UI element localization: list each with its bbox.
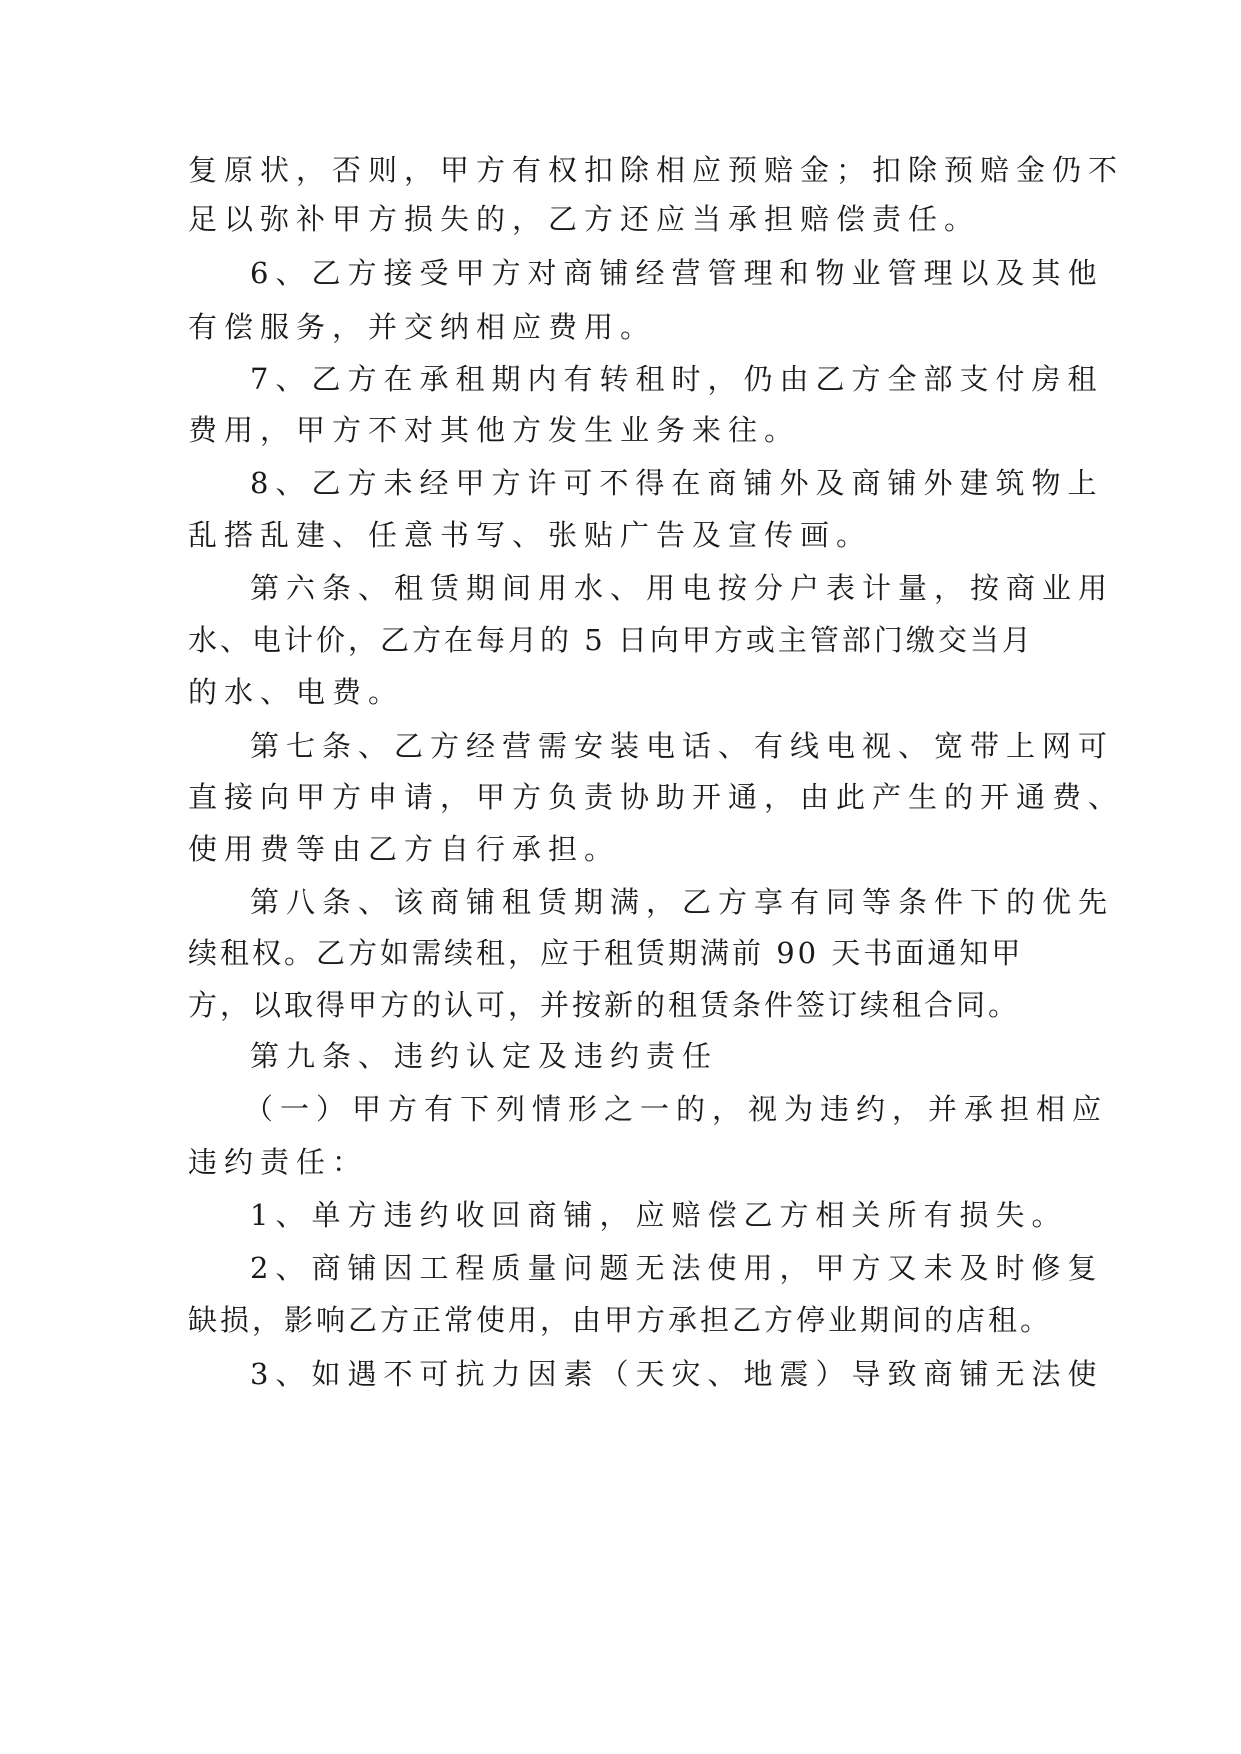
text-line: 续租权。乙方如需续租，应于租赁期满前 90 天书面通知甲 <box>188 936 1024 970</box>
text-line: （一）甲方有下列情形之一的，视为违约，并承担相应 <box>244 1092 1109 1126</box>
text-line: 1、单方违约收回商铺，应赔偿乙方相关所有损失。 <box>250 1198 1068 1232</box>
text-line: 6、乙方接受甲方对商铺经营管理和物业管理以及其他 <box>250 256 1104 290</box>
text-line: 2、商铺因工程质量问题无法使用，甲方又未及时修复 <box>250 1251 1104 1285</box>
text-line: 使用费等由乙方自行承担。 <box>188 832 621 866</box>
text-line: 第六条、租赁期间用水、用电按分户表计量，按商业用 <box>250 571 1115 605</box>
text-line: 有偿服务，并交纳相应费用。 <box>188 310 657 344</box>
text-line: 水、电计价，乙方在每月的 5 日向甲方或主管部门缴交当月 <box>188 623 1034 657</box>
text-line: 缺损，影响乙方正常使用，由甲方承担乙方停业期间的店租。 <box>188 1303 1053 1337</box>
text-line: 8、乙方未经甲方许可不得在商铺外及商铺外建筑物上 <box>250 466 1104 500</box>
text-line: 第八条、该商铺租赁期满，乙方享有同等条件下的优先 <box>250 885 1115 919</box>
text-line: 足以弥补甲方损失的，乙方还应当承担赔偿责任。 <box>188 202 981 236</box>
text-line: 直接向甲方申请，甲方负责协助开通，由此产生的开通费、 <box>188 780 1125 814</box>
section-heading: 第九条、违约认定及违约责任 <box>250 1039 719 1073</box>
text-line: 的水、电费。 <box>188 675 405 709</box>
text-line: 第七条、乙方经营需安装电话、有线电视、宽带上网可 <box>250 729 1115 763</box>
text-line: 乱搭乱建、任意书写、张贴广告及宣传画。 <box>188 518 873 552</box>
text-line: 7、乙方在承租期内有转租时，仍由乙方全部支付房租 <box>250 362 1104 396</box>
text-line: 3、如遇不可抗力因素（天灾、地震）导致商铺无法使 <box>250 1357 1104 1391</box>
text-line: 方，以取得甲方的认可，并按新的租赁条件签订续租合同。 <box>188 988 1021 1022</box>
text-line: 费用，甲方不对其他方发生业务来往。 <box>188 413 801 447</box>
text-line: 违约责任： <box>188 1145 369 1179</box>
text-line: 复原状，否则，甲方有权扣除相应预赔金；扣除预赔金仍不 <box>188 153 1125 187</box>
